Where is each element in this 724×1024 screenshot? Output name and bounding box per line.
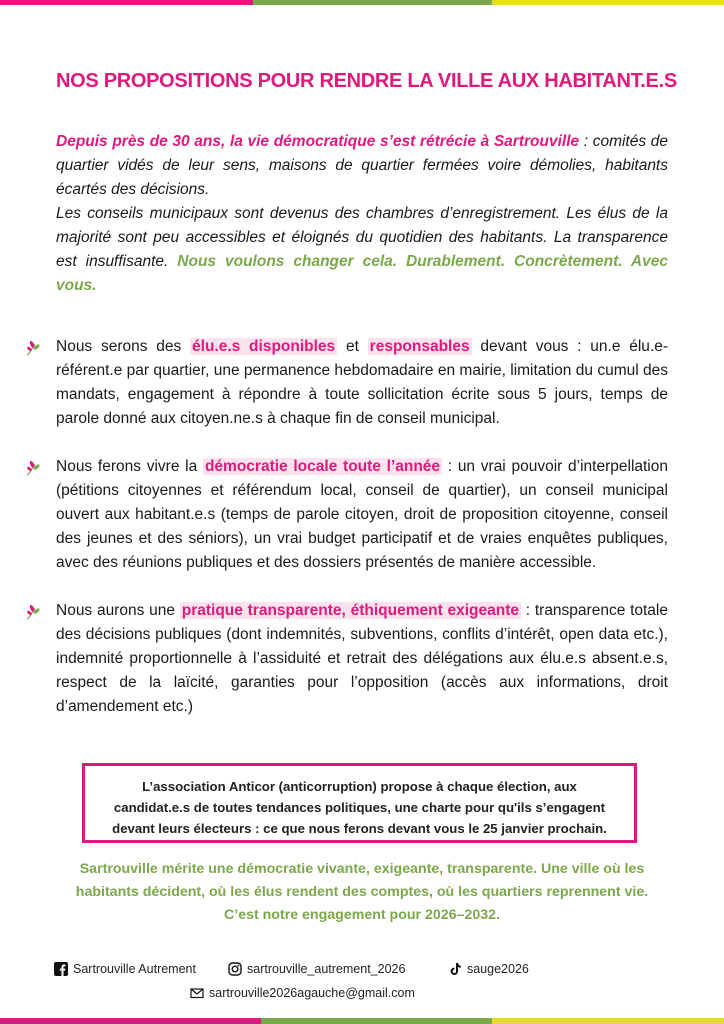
facebook-icon <box>54 962 68 976</box>
leaf-sprig-icon <box>24 459 42 477</box>
email-label: sartrouville2026agauche@gmail.com <box>209 986 415 1000</box>
proposal-text: Nous ferons vivre la <box>56 458 203 475</box>
top-color-stripe <box>0 0 724 5</box>
page-title: NOS PROPOSITIONS POUR RENDRE LA VILLE AUX HABITANT.E.S <box>56 70 677 92</box>
anticor-callout-box <box>82 763 637 843</box>
proposal-highlight: responsables <box>369 338 470 355</box>
bottom-color-stripe <box>0 1018 724 1024</box>
proposals-list <box>56 335 668 743</box>
intro-paragraph-2 <box>56 202 668 298</box>
facebook-link[interactable] <box>54 962 196 976</box>
tiktok-label: sauge2026 <box>467 962 529 976</box>
proposal-item <box>56 335 668 431</box>
email-link[interactable] <box>190 986 415 1000</box>
proposal-highlight: pratique transparente, éthiquement exigeante <box>181 602 520 619</box>
proposal-text: Nous serons des <box>56 338 191 355</box>
leaf-sprig-icon <box>24 339 42 357</box>
callout-line: candidat.e.s de toutes tendances politiques, une charte pour qu'ils s’engagent <box>113 800 606 815</box>
closing-line: C’est notre engagement pour 2026–2032. <box>224 907 500 923</box>
proposal-text: Nous aurons une <box>56 602 180 619</box>
proposal-highlight: démocratie locale toute l’année <box>204 458 441 475</box>
instagram-icon <box>228 962 242 976</box>
facebook-label: Sartrouville Autrement <box>73 962 196 976</box>
tiktok-link[interactable] <box>448 962 529 976</box>
intro-text-1: : comités de quartier vidés de leur sens, maisons de quartier fermées voire démolies, habitants écartés des décisions. <box>56 133 668 198</box>
proposal-text: et <box>337 338 368 355</box>
callout-line: devant leurs électeurs : ce que nous ferons devant vous le 25 janvier prochain. <box>112 821 607 836</box>
proposal-highlight: élu.e.s disponibles <box>192 338 336 355</box>
intro-section <box>56 130 668 298</box>
proposal-item <box>56 599 668 719</box>
closing-line: habitants décident, où les élus rendent des comptes, où les quartiers reprennent vie. <box>75 884 649 900</box>
closing-statement <box>56 858 668 927</box>
instagram-link[interactable] <box>228 962 405 976</box>
intro-paragraph-1 <box>56 130 668 202</box>
envelope-icon <box>190 986 204 1000</box>
intro-call-to-action: Nous voulons changer cela. Durablement. Concrètement. Avec vous. <box>56 253 668 294</box>
intro-highlight: Depuis près de 30 ans, la vie démocratique s’est rétrécie à Sartrouville <box>56 133 580 150</box>
tiktok-icon <box>448 962 462 976</box>
intro-text-2: Les conseils municipaux sont devenus des chambres d’enregistrement. Les élus de la majorité sont peu accessibles et éloignés du quotidien des habitants. La transparence est insuffisante. <box>56 205 668 270</box>
proposal-text: : un vrai pouvoir d’interpellation (pétitions citoyennes et référendum local, conseil de quartier), un conseil municipal ouvert aux habitant.e.s (temps de parole citoyen, droit de proposition citoyenne, conseil des jeunes et des séniors), un vrai budget participatif et de vraies enquêtes publiques, avec des réunions publiques et des dossiers présentés de manière accessible. <box>56 458 668 571</box>
proposal-text: : transparence totale des décisions publiques (dont indemnités, subventions, conflits d’intérêt, open data etc.), indemnité proportionnelle à l’assiduité et retrait des délégations aux élu.e.s absent.e.s, respect de la laïcité, garanties pour l’opposition (accès aux informations, droit d’amendement etc.) <box>56 602 668 715</box>
callout-line: L’association Anticor (anticorruption) propose à chaque élection, aux <box>142 779 577 794</box>
proposal-text: devant vous : un.e élu.e-référent.e par quartier, une permanence hebdomadaire en mairie, limitation du cumul des mandats, engagement à répondre à toute sollicitation écrite sous 5 jours, temps de parole donné aux citoyen.ne.s à chaque fin de conseil municipal. <box>56 338 669 427</box>
leaf-sprig-icon <box>24 603 42 621</box>
proposal-item <box>56 455 668 575</box>
instagram-label: sartrouville_autrement_2026 <box>247 962 406 976</box>
closing-line: Sartrouville mérite une démocratie vivante, exigeante, transparente. Une ville où les <box>79 861 645 877</box>
